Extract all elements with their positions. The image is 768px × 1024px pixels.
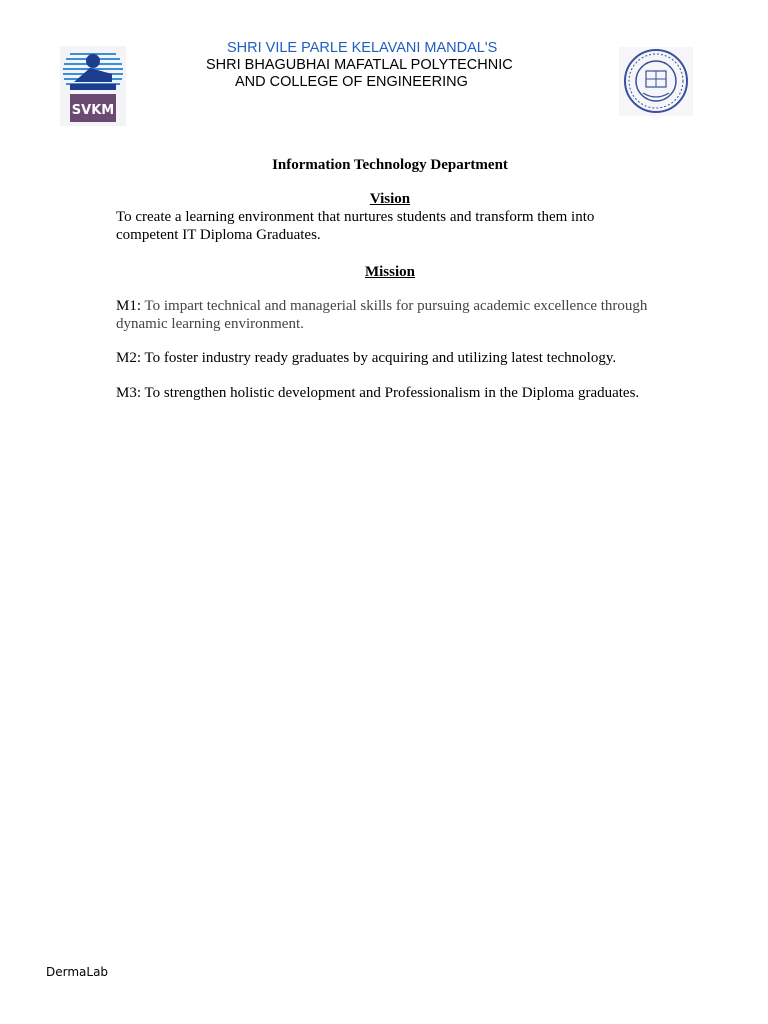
mission-item-text: To impart technical and managerial skills for pursuing academic excellence through dynamic learning environment. <box>116 298 648 332</box>
svkm-logo <box>60 46 126 126</box>
header-line-2: SHRI BHAGUBHAI MAFATLAL POLYTECHNIC <box>206 57 513 73</box>
mission-item-label: M3: <box>116 385 142 401</box>
header-line-3: AND COLLEGE OF ENGINEERING <box>235 74 468 90</box>
vision-text: To create a learning environment that nurtures students and transform them into competent IT Diploma Graduates. <box>116 209 595 243</box>
mission-item-3 <box>116 385 656 403</box>
institution-header <box>140 40 610 91</box>
mission-item-2 <box>116 350 676 368</box>
college-seal-logo <box>619 47 693 116</box>
header-line-1: SHRI VILE PARLE KELAVANI MANDAL'S <box>227 40 498 56</box>
mission-item-text: To foster industry ready graduates by acquiring and utilizing latest technology. <box>141 350 617 366</box>
footer-text: DermaLab <box>46 965 109 979</box>
mission-item-1 <box>116 298 656 333</box>
mission-item-label: M1: <box>116 298 142 314</box>
mission-heading: Mission <box>364 264 415 280</box>
mission-item-text: To strengthen holistic development and Professionalism in the Diploma graduates. <box>141 385 640 401</box>
vision-heading: Vision <box>369 191 411 207</box>
logo-svkm-text: SVKM <box>71 103 115 118</box>
department-title: Information Technology Department <box>272 157 508 173</box>
mission-item-label: M2: <box>116 350 142 366</box>
